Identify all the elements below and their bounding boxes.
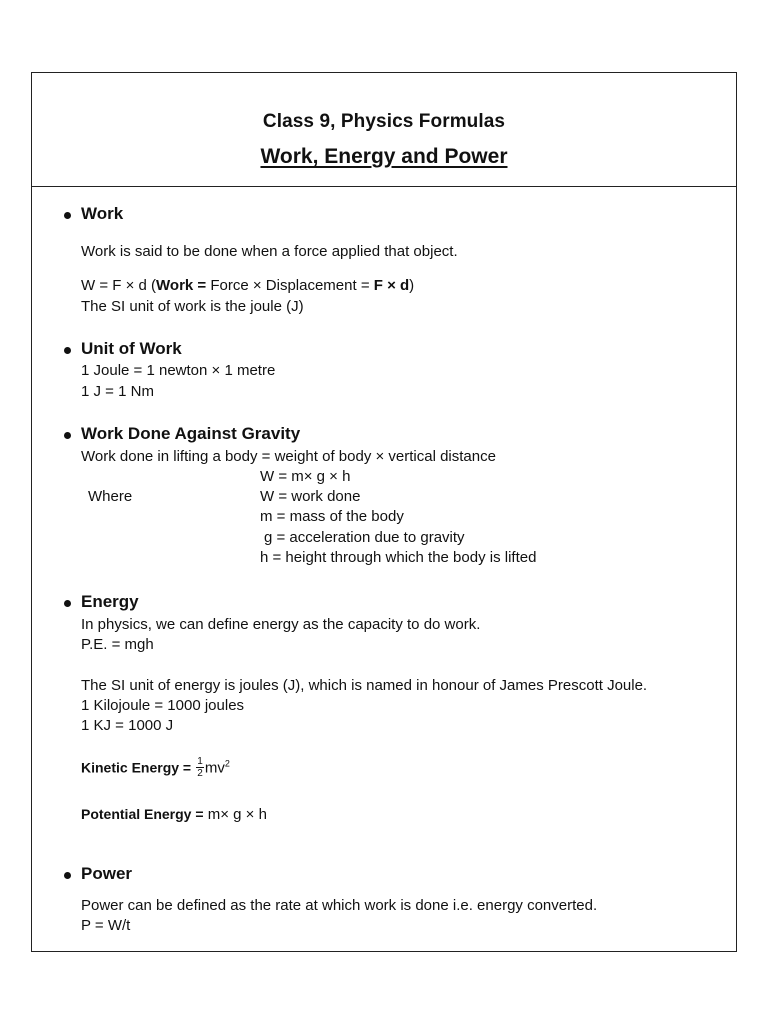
bullet-icon: [64, 347, 71, 354]
pe-short-formula: P.E. = mgh: [81, 636, 154, 653]
section-heading-work: Work: [81, 204, 124, 223]
potential-energy-label: Potential Energy =: [81, 806, 204, 822]
work-formula-middle: Force × Displacement =: [206, 277, 374, 294]
section-heading-power: Power: [81, 864, 133, 883]
definition-m: m = mass of the body: [260, 508, 404, 525]
bullet-icon: [64, 212, 71, 219]
fraction-denominator: 2: [197, 768, 203, 779]
work-formula-suffix: ): [409, 277, 415, 294]
kinetic-energy-formula: [81, 757, 230, 780]
energy-definition: In physics, we can define energy as the capacity to do work.: [81, 616, 481, 633]
unit-joule-definition: 1 Joule = 1 newton × 1 metre: [81, 362, 276, 379]
kj-conversion-short: 1 KJ = 1000 J: [81, 717, 174, 734]
definition-g: g = acceleration due to gravity: [264, 529, 465, 546]
work-si-unit: The SI unit of work is the joule (J): [81, 298, 304, 315]
work-formula-bold-label: Work =: [156, 277, 207, 294]
section-heading-energy: Energy: [81, 592, 139, 611]
power-formula: P = W/t: [81, 917, 131, 934]
unit-joule-short: 1 J = 1 Nm: [81, 383, 154, 400]
bullet-icon: [64, 872, 71, 879]
half-fraction: [196, 756, 204, 779]
energy-si-unit: The SI unit of energy is joules (J), which is named in honour of James Prescott Joule.: [81, 677, 648, 694]
gravity-work-formula: W = m× g × h: [260, 468, 351, 485]
work-formula-bold-expression: F × d: [373, 277, 410, 294]
potential-energy-value: m× g × h: [203, 806, 267, 823]
sheet-header: [32, 73, 736, 187]
kinetic-energy-label: Kinetic Energy =: [81, 759, 192, 776]
bullet-icon: [64, 600, 71, 607]
section-heading-unit-of-work: Unit of Work: [81, 339, 182, 358]
where-label: Where: [88, 488, 133, 505]
potential-energy-formula: [81, 806, 267, 823]
fraction-numerator: 1: [197, 756, 203, 767]
work-formula-prefix: W = F × d (: [81, 277, 157, 294]
section-heading-work-gravity: Work Done Against Gravity: [81, 424, 301, 443]
definition-w: W = work done: [260, 488, 361, 505]
velocity-exponent: 2: [224, 758, 230, 769]
gravity-work-definition: Work done in lifting a body = weight of body × vertical distance: [81, 448, 496, 465]
kinetic-energy-tail: mv: [204, 759, 225, 777]
page-title: Class 9, Physics Formulas: [262, 111, 506, 132]
power-definition: Power can be defined as the rate at which work is done i.e. energy converted.: [81, 897, 598, 914]
kilojoule-conversion: 1 Kilojoule = 1000 joules: [81, 697, 245, 714]
definition-h: h = height through which the body is lifted: [260, 549, 537, 566]
bullet-icon: [64, 432, 71, 439]
work-definition: Work is said to be done when a force applied that object.: [81, 243, 458, 260]
page-subtitle: Work, Energy and Power: [260, 145, 508, 168]
work-formula: [81, 277, 414, 294]
